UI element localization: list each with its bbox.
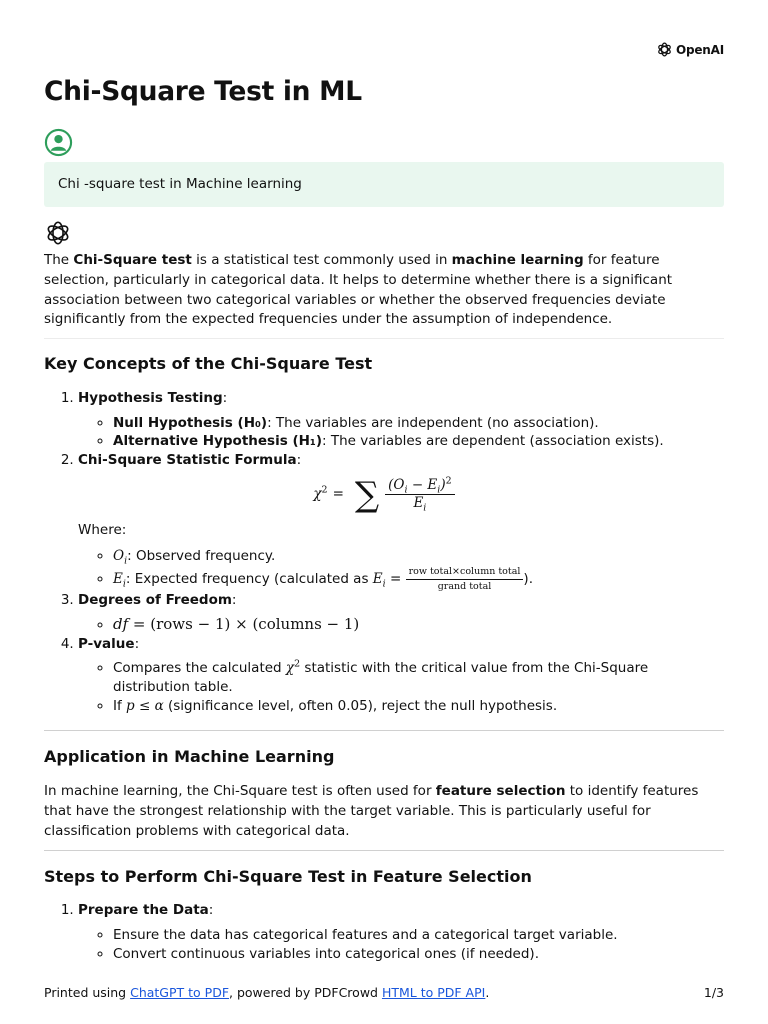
assistant-answer (44, 251, 724, 963)
list-item: 2. Chi-Square Statistic Formula: $\chi^2$ = ∑ $\frac{(O_i - E_i)^2}{E_i}$ Where: ◦ $O_i$: Observed frequency. ◦ $E_i$: Expected frequency (calculated as $E_i$ = $\frac{\text{row total×column total}}{\text{grand total}}$ ). (78, 451, 724, 592)
steps-heading: Steps to Perform Chi-Square Test in Feature Selection (44, 866, 532, 886)
list-item: 4. P-value: ◦ Compares the calculated $\chi^2$ statistic with the critical value from the Chi-Square distribution table. ◦ If p ≤ α (significance level, often 0.05), reject the null hypothesis. (78, 635, 724, 717)
user-prompt (44, 162, 724, 207)
print-footer (44, 985, 724, 1000)
openai-logo-icon (656, 41, 673, 58)
intro-paragraph: The Chi-Square test is a statistical test commonly used in machine learning for feature selection, particularly in categorical data. It helps to determine whether there is a significant association between two categorical variables or whether the observed frequencies deviate significantly from the expected frequencies under the assumption of independence. (44, 252, 673, 328)
list-item: ◦ Compares the calculated $\chi^2$ statistic with the critical value from the Chi-Square distribution table. (113, 659, 724, 697)
list-item: 1. Prepare the Data: ◦ Ensure the data has categorical features and a categorical target variable. ◦ Convert continuous variables into categorical ones (if needed). (78, 901, 724, 963)
list-item: 3. Degrees of Freedom: ◦ df = (rows − 1) × (columns − 1) (78, 591, 724, 634)
list-item: ◦ Convert continuous variables into categorical ones (if needed). (113, 945, 724, 964)
where-label: Where: (78, 521, 127, 538)
key-concepts-list (44, 389, 724, 716)
list-item: ◦ $E_i$: Expected frequency (calculated as $E_i$ = $\frac{\text{row total×column total}}{\text{grand total}}$ ). (113, 567, 724, 591)
chatgpt-to-pdf-link[interactable]: ChatGPT to PDF (130, 985, 230, 1000)
key-concepts-heading: Key Concepts of the Chi-Square Test (44, 354, 373, 374)
divider (44, 730, 724, 731)
divider (44, 338, 724, 339)
html-to-pdf-api-link[interactable]: HTML to PDF API (381, 985, 486, 1000)
list-item: ◦ Null Hypothesis (H₀): The variables are independent (no association). (113, 414, 724, 433)
prompt-text: Chi -square test in Machine learning (58, 176, 302, 192)
footer-credit: Printed using ChatGPT to PDF, powered by PDFCrowd HTML to PDF API. (44, 985, 490, 1000)
page-title: Chi-Square Test in ML (44, 76, 362, 107)
application-paragraph: In machine learning, the Chi-Square test is often used for feature selection to identify features that have the strongest relationship with the target variable. This is particularly useful for classification problems with categorical data. (44, 783, 699, 839)
list-item: ◦ Alternative Hypothesis (H₁): The variables are dependent (association exists). (113, 432, 724, 451)
steps-list (44, 901, 724, 963)
application-heading: Application in Machine Learning (44, 747, 335, 767)
page-number: 1/3 (703, 985, 724, 1000)
list-item: ◦ df = (rows − 1) × (columns − 1) (113, 615, 724, 635)
list-item: ◦ If p ≤ α (significance level, often 0.05), reject the null hypothesis. (113, 697, 724, 716)
list-item: 1. Hypothesis Testing: ◦ Null Hypothesis (H₀): The variables are independent (no association). ◦ Alternative Hypothesis (H₁): The variables are dependent (association exists). (78, 389, 724, 451)
chatgpt-logo-icon (44, 219, 72, 247)
user-avatar-icon (44, 128, 73, 157)
brand-name: OpenAI (675, 42, 724, 57)
chi-square-formula: $\chi^2$ = ∑ $\frac{(O_i - E_i)^2}{E_i}$ (44, 471, 724, 519)
list-item: ◦ Ensure the data has categorical features and a categorical target variable. (113, 926, 724, 945)
divider (44, 850, 724, 851)
openai-brand (656, 41, 724, 58)
list-item: ◦ $O_i$: Observed frequency. (113, 546, 724, 567)
